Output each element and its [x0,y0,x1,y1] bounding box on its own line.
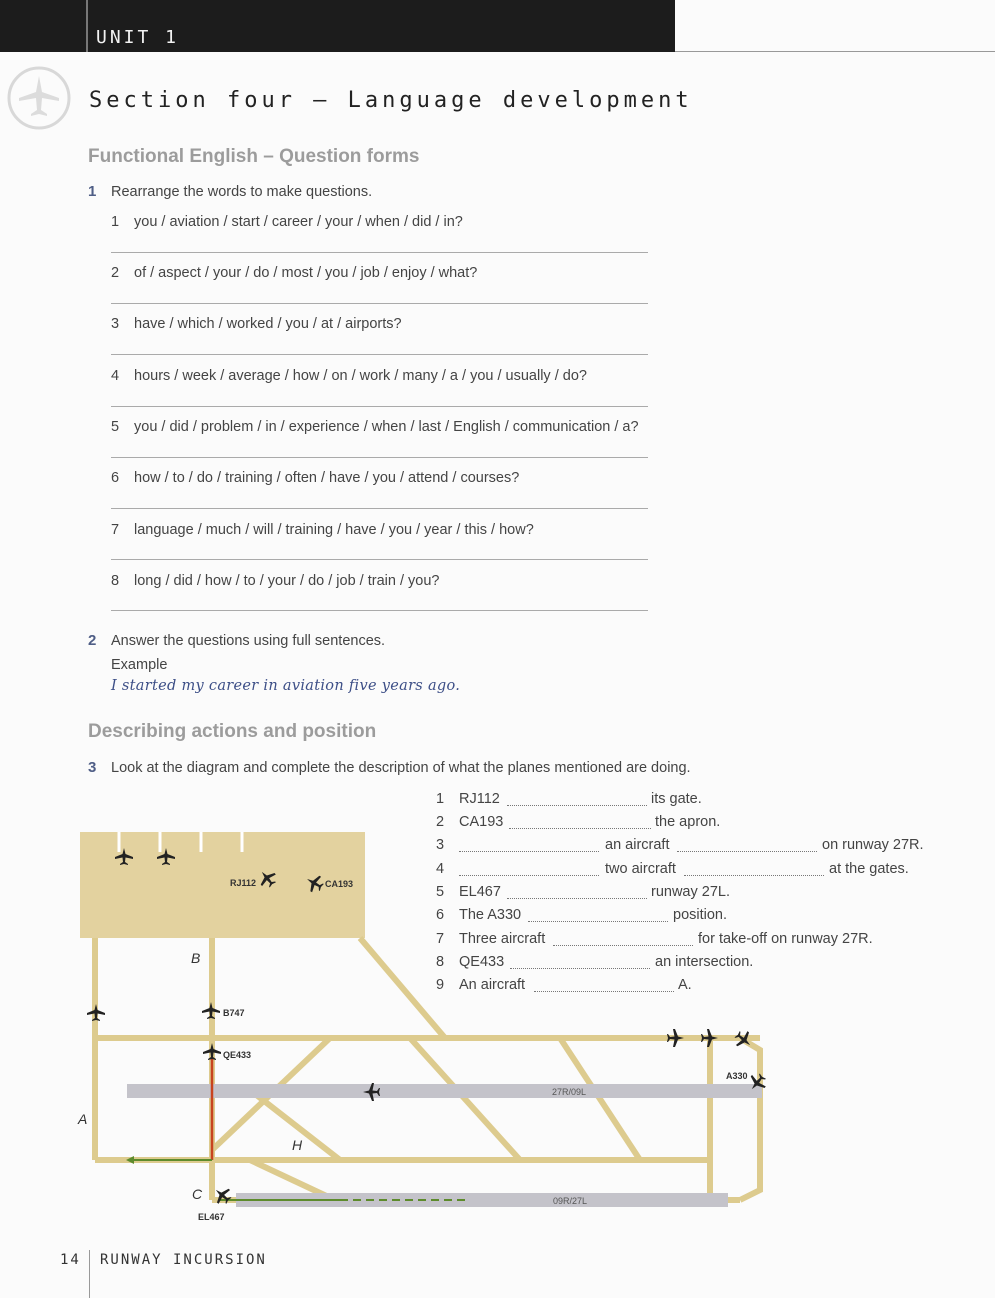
ex3-item-7-subject: Three aircraft [459,931,546,947]
ex3-item-5-end: runway 27L. [651,884,730,900]
question-3: 3 have / which / worked / you / at / airports? [111,316,402,332]
ex3-item-8-subject: QE433 [459,954,505,970]
exercise-1-instruction: Rearrange the words to make questions. [111,184,373,200]
ex3-item-3-number: 3 [436,837,445,853]
label-rj112: RJ112 [230,878,257,888]
answer-line-2[interactable] [111,303,648,304]
exercise-3-instruction: Look at the diagram and complete the description of what the planes mentioned are doing. [111,760,691,776]
exercise-2-number: 2 [88,632,97,649]
exercise-2-instruction: Answer the questions using full sentences. [111,633,386,649]
example-label: Example [111,657,168,673]
ex3-item-8-number: 8 [436,954,445,970]
label-a330: A330 [726,1071,748,1081]
plane-logo-icon [7,66,71,130]
ex3-item-9-end: A. [678,977,692,993]
label-qe433: QE433 [223,1050,252,1060]
plane-qe433-icon [203,1043,221,1060]
question-1: 1 you / aviation / start / career / your / when / did / in? [111,214,463,230]
plane-taxiway-a-icon [87,1004,105,1021]
label-runway-27r: 27R/09L [552,1087,587,1097]
runway-27r [127,1084,762,1098]
question-4: 4 hours / week / average / how / on / work / many / a / you / usually / do? [111,368,587,384]
answer-line-6[interactable] [111,508,648,509]
question-5: 5 you / did / problem / in / experience / when / last / English / communication / a? [111,419,639,435]
label-runway-09r: 09R/27L [553,1196,588,1206]
section-title: Section four – Language development [89,88,693,113]
page-number: 14 [60,1252,81,1268]
ex3-item-5-subject: EL467 [459,884,501,900]
unit-label: UNIT 1 [96,27,180,48]
ex3-item-7-number: 7 [436,931,445,947]
answer-line-5[interactable] [111,457,648,458]
label-taxiway-b: B [191,950,201,966]
ex3-item-2-subject: CA193 [459,814,504,830]
book-title: RUNWAY INCURSION [100,1252,267,1268]
label-taxiway-c: C [192,1186,203,1202]
label-ca193: CA193 [325,879,354,889]
answer-line-1[interactable] [111,252,648,253]
ex3-item-1-end: its gate. [651,791,702,807]
heading-question-forms: Functional English – Question forms [88,146,420,167]
ex3-blank-1[interactable] [507,805,647,806]
ex3-item-5-number: 5 [436,884,445,900]
ex3-item-8-end: an intersection. [655,954,754,970]
ex3-item-3-end: on runway 27R. [822,837,924,853]
ex3-item-1-number: 1 [436,791,445,807]
ex3-item-6-subject: The A330 [459,907,522,923]
question-8: 8 long / did / how / to / your / do / job / train / you? [111,573,440,589]
answer-line-8[interactable] [111,610,648,611]
exercise-3-number: 3 [88,759,97,776]
footer-divider [89,1250,90,1298]
answer-line-3[interactable] [111,354,648,355]
heading-describing-actions: Describing actions and position [88,721,377,742]
question-2: 2 of / aspect / your / do / most / you / job / enjoy / what? [111,265,478,281]
ex3-item-6-number: 6 [436,907,445,923]
ex3-item-9-subject: An aircraft [459,977,526,993]
ex3-item-7-end: for take-off on runway 27R. [698,931,873,947]
ex3-item-1-subject: RJ112 [459,791,500,807]
ex3-item-4-mid: two aircraft [605,861,676,877]
header-rule [675,51,995,52]
label-el467: EL467 [198,1212,225,1222]
exercise-1-number: 1 [88,183,97,200]
plane-queue-1-icon [667,1029,684,1047]
question-6: 6 how / to / do / training / often / have / you / attend / courses? [111,470,520,486]
answer-line-7[interactable] [111,559,648,560]
ex3-item-2-number: 2 [436,814,445,830]
label-b747: B747 [223,1008,245,1018]
label-taxiway-h: H [292,1137,303,1153]
plane-queue-2-icon [701,1029,718,1047]
question-7: 7 language / much / will / training / have / you / year / this / how? [111,522,534,538]
ex3-item-6-end: position. [673,907,728,923]
ex3-item-9-number: 9 [436,977,445,993]
example-answer: I started my career in aviation five years ago. [111,678,461,694]
ex3-item-4-end: at the gates. [829,861,909,877]
label-taxiway-a: A [78,1111,88,1127]
answer-line-4[interactable] [111,406,648,407]
ex3-item-4-number: 4 [436,861,445,877]
plane-b747-icon [202,1002,220,1019]
ex3-item-3-mid: an aircraft [605,837,670,853]
ex3-item-2-end: the apron. [655,814,721,830]
airport-diagram [0,820,780,1240]
